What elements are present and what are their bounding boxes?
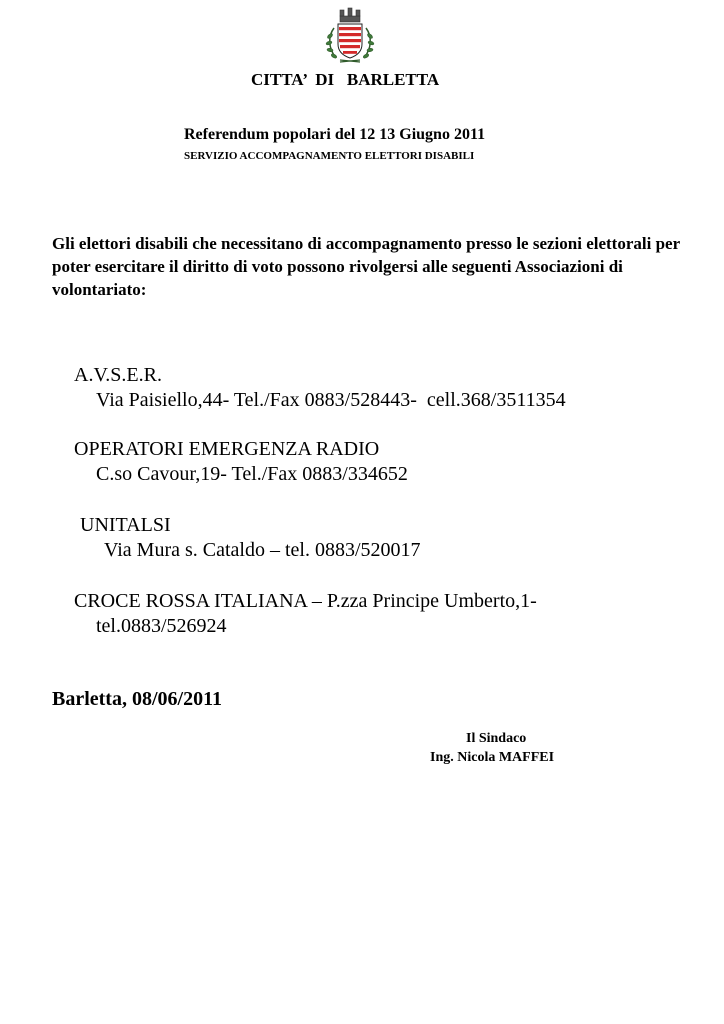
association-name: OPERATORI EMERGENZA RADIO (74, 438, 380, 460)
association-name: UNITALSI (80, 514, 171, 536)
city-crest-logo (320, 6, 380, 68)
association-contact: tel.0883/526924 (96, 615, 227, 637)
association-contact: C.so Cavour,19- Tel./Fax 0883/334652 (96, 463, 408, 485)
city-name: CITTA’ DI BARLETTA (251, 70, 440, 89)
association-name: CROCE ROSSA ITALIANA – P.zza Principe Umberto,1- (74, 590, 537, 612)
signature-title: Il Sindaco (466, 731, 527, 746)
association-contact: Via Mura s. Cataldo – tel. 0883/520017 (104, 539, 421, 561)
service-subtitle: SERVIZIO ACCOMPAGNAMENTO ELETTORI DISABILI (184, 150, 475, 162)
referendum-title: Referendum popolari del 12 13 Giugno 2011 (184, 126, 486, 143)
intro-paragraph: Gli elettori disabili che necessitano di accompagnamento presso le sezioni elettorali per poter esercitare il diritto di voto possono rivolgersi alle seguenti Associazioni di volontariato: (52, 234, 680, 299)
crown-icon (340, 8, 360, 22)
signature-name: Ing. Nicola MAFFEI (430, 750, 555, 765)
association-contact: Via Paisiello,44- Tel./Fax 0883/528443- cell.368/3511354 (96, 389, 566, 411)
shield-icon (338, 24, 362, 58)
association-name: A.V.S.E.R. (74, 364, 162, 386)
place-date: Barletta, 08/06/2011 (52, 688, 222, 710)
